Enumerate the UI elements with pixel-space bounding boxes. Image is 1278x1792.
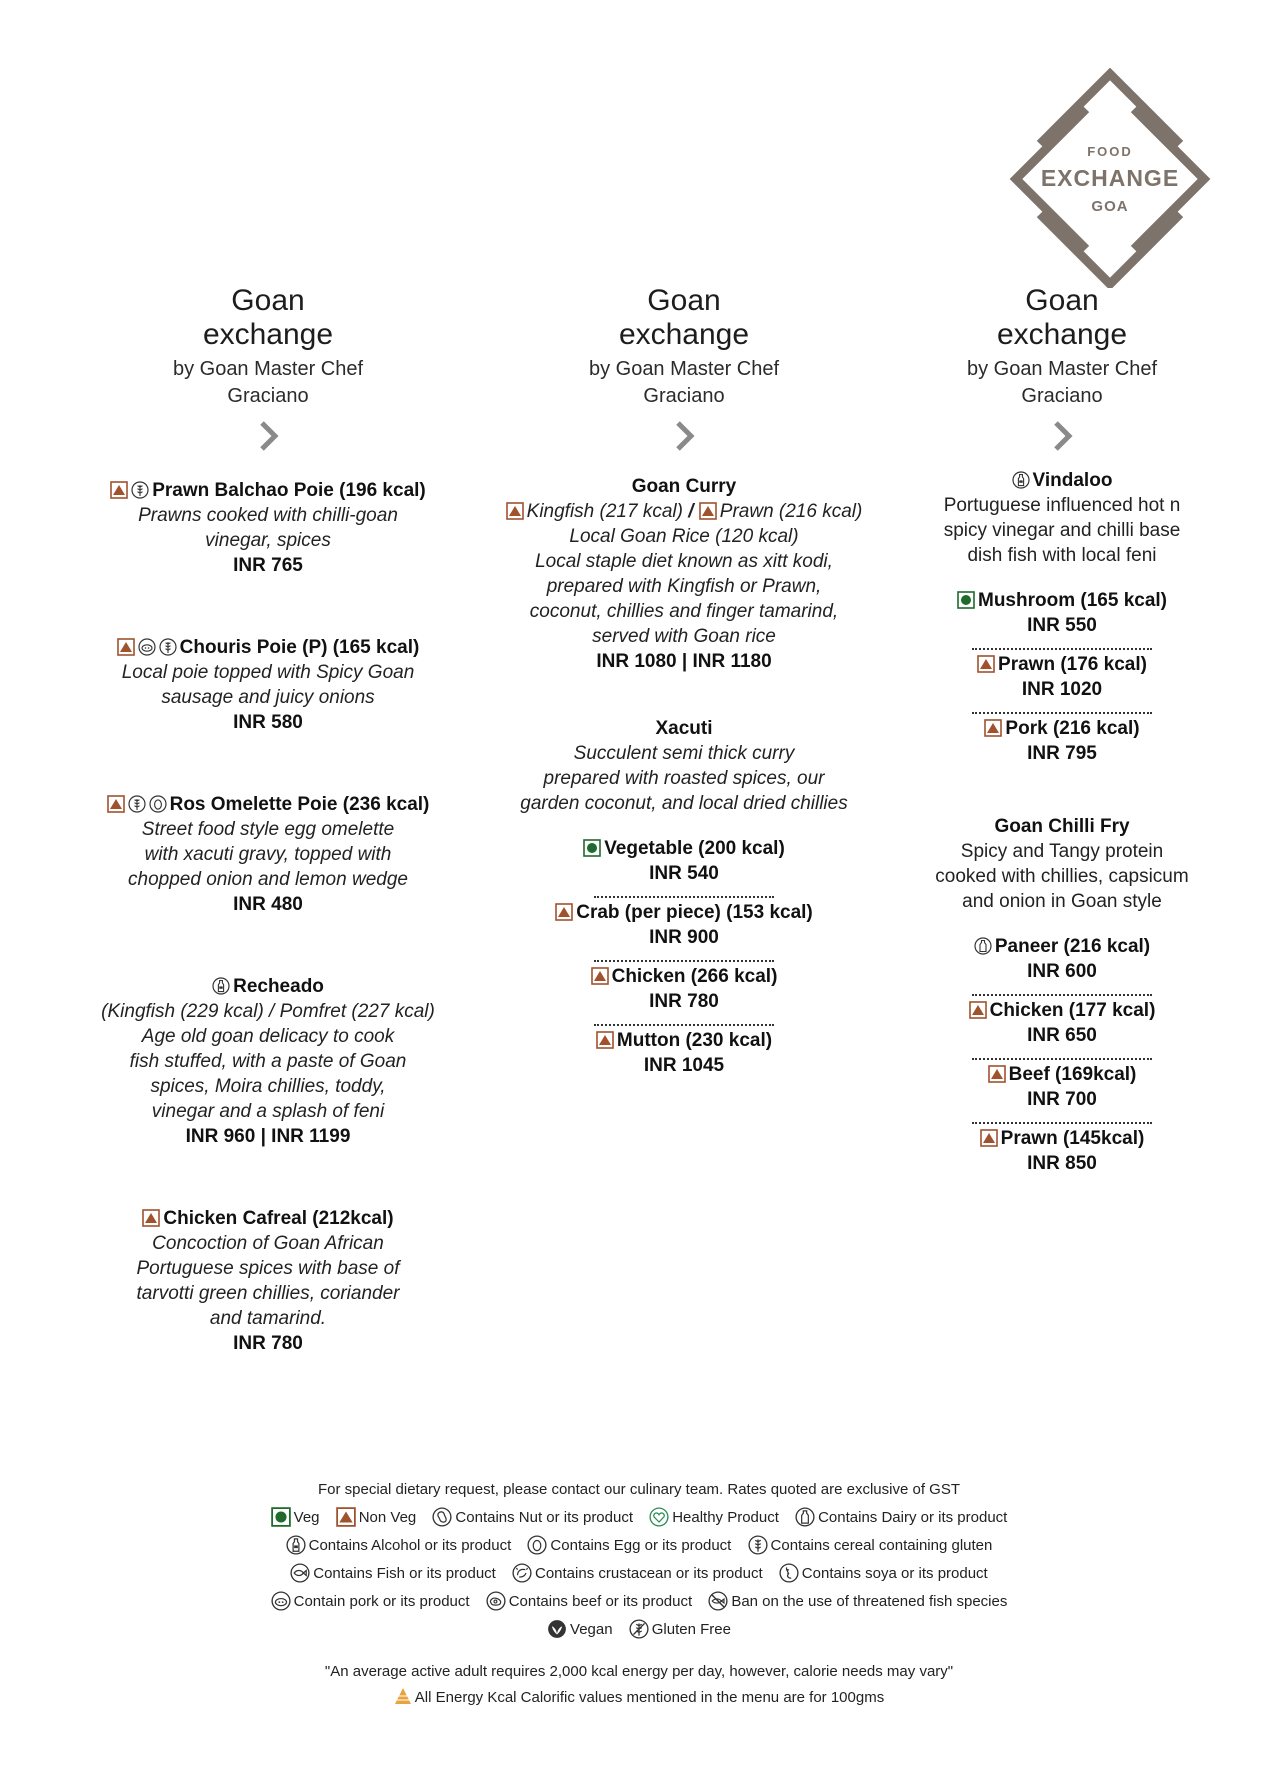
legend-row: [0, 1588, 1278, 1616]
soya-icon: [779, 1563, 799, 1583]
logo-text-food: FOOD: [1087, 144, 1133, 159]
healthy-heart-icon: [649, 1507, 669, 1527]
menu-item: [852, 468, 1272, 766]
legend-item: [547, 1616, 613, 1644]
item-desc: Prawns cooked with chilli-goan: [138, 505, 398, 526]
chevron-right-icon: [1050, 420, 1074, 452]
item-desc: Spicy and Tangy protein: [960, 841, 1164, 862]
alcohol-icon: [1012, 471, 1030, 489]
variant-name: Mushroom (165 kcal): [978, 590, 1167, 611]
energy-note-row: [0, 1686, 1278, 1710]
legend-label: Contains crustacean or its product: [535, 1565, 763, 1582]
section-subtitle-line2: Graciano: [643, 385, 725, 407]
legend-item: [748, 1532, 993, 1560]
veg-icon: [957, 591, 975, 609]
variant-name: Pork (216 kcal): [1005, 718, 1140, 739]
item-desc: Local poie topped with Spicy Goan: [121, 662, 415, 683]
legend-label: Contains soya or its product: [801, 1565, 988, 1582]
item-name: Goan Curry: [631, 476, 737, 497]
section-subtitle-line1: by Goan Master Chef: [172, 358, 364, 380]
legend-label: Contains Alcohol or its product: [308, 1537, 512, 1554]
legend-label: Contains Dairy or its product: [818, 1509, 1008, 1526]
legend-label: Contains Egg or its product: [550, 1537, 732, 1554]
item-desc: Portuguese spices with base of: [136, 1258, 400, 1279]
item-price: INR 960 | INR 1199: [185, 1126, 351, 1147]
menu-item: [58, 1206, 478, 1356]
gluten-wheat-icon: [748, 1535, 768, 1555]
gluten-wheat-icon: [128, 795, 146, 813]
item-desc: and tamarind.: [209, 1308, 327, 1329]
egg-icon: [527, 1535, 547, 1555]
nonveg-icon: [591, 967, 609, 985]
item-desc: Age old goan delicacy to cook: [141, 1026, 395, 1047]
nonveg-icon: [699, 502, 717, 520]
energy-note: All Energy Kcal Calorific values mentioned in the menu are for 100gms: [414, 1689, 885, 1706]
item-desc: and onion in Goan style: [962, 891, 1162, 912]
alcohol-icon: [212, 977, 230, 995]
variant-price: INR 795: [1027, 743, 1097, 764]
item-name: Recheado: [233, 976, 324, 997]
legend-item: [271, 1588, 470, 1616]
variant-price: INR 550: [1027, 615, 1097, 636]
legend-label: Contains Fish or its product: [313, 1565, 496, 1582]
variant-name: Vegetable (200 kcal): [604, 838, 785, 859]
item-desc: Local Goan Rice (120 kcal): [569, 526, 799, 547]
nonveg-icon: [117, 638, 135, 656]
section-title-line2: exchange: [202, 318, 334, 351]
legend-item: [527, 1532, 731, 1560]
item-desc: (Kingfish (229 kcal) / Pomfret (227 kcal): [101, 1001, 435, 1022]
item-desc: Concoction of Goan African: [152, 1233, 384, 1254]
item-desc: spicy vinegar and chilli base: [943, 520, 1181, 541]
calorie-quote: "An average active adult requires 2,000 kcal energy per day, however, calorie needs may vary": [324, 1663, 954, 1680]
section-title-line1: Goan: [647, 284, 721, 317]
menu-item: [474, 474, 894, 674]
legend-label: Veg: [293, 1509, 320, 1526]
legend-item: [290, 1560, 496, 1588]
item-desc: Street food style egg omelette: [141, 819, 395, 840]
legend-label: Healthy Product: [672, 1509, 779, 1526]
legend-item: [649, 1504, 779, 1532]
menu-column-right: [852, 284, 1272, 1176]
item-desc: prepared with roasted spices, our: [543, 768, 825, 789]
legend-item: [486, 1588, 692, 1616]
legend-row: [0, 1616, 1278, 1644]
chevron-right-icon: [256, 420, 280, 452]
item-price: INR 1080 | INR 1180: [596, 651, 772, 672]
nonveg-icon: [506, 502, 524, 520]
dotted-divider: [972, 706, 1152, 714]
item-desc: Portuguese influenced hot n: [943, 495, 1181, 516]
item-name: Goan Chilli Fry: [994, 816, 1130, 837]
egg-icon: [149, 795, 167, 813]
vegan-leaf-icon: [547, 1619, 567, 1639]
section-subtitle-line2: Graciano: [227, 385, 309, 407]
pork-icon: [271, 1591, 291, 1611]
legend-label: Non Veg: [358, 1509, 417, 1526]
ban-fish-icon: [708, 1591, 728, 1611]
legend-item: [779, 1560, 988, 1588]
variant-price: INR 540: [649, 863, 719, 884]
legend-row: [0, 1560, 1278, 1588]
legend-label: Gluten Free: [651, 1621, 731, 1638]
menu-item: [58, 974, 478, 1149]
nut-icon: [432, 1507, 452, 1527]
dairy-bottle-icon: [974, 937, 992, 955]
nonveg-icon: [142, 1209, 160, 1227]
dotted-divider: [594, 954, 774, 962]
legend-label: Contains beef or its product: [508, 1593, 693, 1610]
item-name: Prawn Balchao Poie (196 kcal): [152, 480, 426, 501]
dotted-divider: [972, 988, 1152, 996]
nonveg-icon: [988, 1065, 1006, 1083]
item-desc: cooked with chillies, capsicum: [935, 866, 1189, 887]
gluten-wheat-icon: [131, 481, 149, 499]
beef-icon: [486, 1591, 506, 1611]
item-desc: vinegar and a splash of feni: [151, 1101, 385, 1122]
variant-name: Prawn (145kcal): [1000, 1128, 1145, 1149]
logo-text-exchange: EXCHANGE: [1040, 165, 1180, 191]
fish-icon: [290, 1563, 310, 1583]
item-desc: tarvotti green chillies, coriander: [136, 1283, 400, 1304]
veg-icon: [271, 1507, 291, 1527]
variant-separator: /: [682, 501, 699, 522]
nonveg-icon: [969, 1001, 987, 1019]
item-name: Ros Omelette Poie (236 kcal): [169, 794, 430, 815]
variant-name: Beef (169kcal): [1008, 1064, 1137, 1085]
variant-price: INR 900: [649, 927, 719, 948]
variant-price: INR 850: [1027, 1153, 1097, 1174]
legend-label: Contains Nut or its product: [455, 1509, 634, 1526]
nonveg-icon: [596, 1031, 614, 1049]
variant-price: INR 1045: [643, 1055, 725, 1076]
section-title-line2: exchange: [996, 318, 1128, 351]
item-price: INR 480: [233, 894, 303, 915]
dairy-bottle-icon: [795, 1507, 815, 1527]
menu-column-middle: [474, 284, 894, 1078]
dotted-divider: [972, 1052, 1152, 1060]
variant-name: Chicken (266 kcal): [611, 966, 778, 987]
item-desc: dish fish with local feni: [967, 545, 1157, 566]
menu-item: [58, 478, 478, 578]
item-desc: served with Goan rice: [592, 626, 776, 647]
item-variant: Kingfish (217 kcal): [526, 501, 683, 522]
crustacean-icon: [512, 1563, 532, 1583]
variant-name: Crab (per piece) (153 kcal): [576, 902, 813, 923]
dotted-divider: [972, 642, 1152, 650]
item-price: INR 765: [233, 555, 303, 576]
variant-price: INR 780: [649, 991, 719, 1012]
nonveg-icon: [977, 655, 995, 673]
dietary-notice: For special dietary request, please contact our culinary team. Rates quoted are exclusive of GST: [318, 1481, 960, 1498]
legend-row: [0, 1532, 1278, 1560]
section-title-line1: Goan: [231, 284, 305, 317]
item-desc: garden coconut, and local dried chillies: [520, 793, 848, 814]
menu-item: [58, 635, 478, 735]
pork-icon: [138, 638, 156, 656]
menu-item: [474, 716, 894, 1078]
menu-column-left: [58, 284, 478, 1356]
item-desc: Succulent semi thick curry: [573, 743, 795, 764]
veg-icon: [583, 839, 601, 857]
item-desc: with xacuti gravy, topped with: [144, 844, 392, 865]
chevron-right-icon: [672, 420, 696, 452]
section-subtitle-line2: Graciano: [1021, 385, 1103, 407]
legend-label: Contains cereal containing gluten: [770, 1537, 993, 1554]
dotted-divider: [972, 1116, 1152, 1124]
legend-item: [512, 1560, 763, 1588]
legend-item: [708, 1588, 1007, 1616]
item-name: Chouris Poie (P) (165 kcal): [179, 637, 420, 658]
item-desc: sausage and juicy onions: [161, 687, 375, 708]
variant-price: INR 650: [1027, 1025, 1097, 1046]
item-desc: fish stuffed, with a paste of Goan: [129, 1051, 407, 1072]
nonveg-icon: [980, 1129, 998, 1147]
legend-row: [0, 1504, 1278, 1532]
item-desc: vinegar, spices: [205, 530, 331, 551]
nonveg-icon: [984, 719, 1002, 737]
item-desc: spices, Moira chillies, toddy,: [150, 1076, 386, 1097]
item-variant: Prawn (216 kcal): [719, 501, 863, 522]
menu-item: [852, 814, 1272, 1176]
variant-name: Paneer (216 kcal): [994, 936, 1151, 957]
dotted-divider: [594, 1018, 774, 1026]
section-subtitle-line1: by Goan Master Chef: [588, 358, 780, 380]
item-price: INR 780: [233, 1333, 303, 1354]
item-name: Xacuti: [655, 718, 713, 739]
legend-label: Ban on the use of threatened fish species: [731, 1593, 1008, 1610]
food-exchange-goa-logo: [1000, 68, 1220, 288]
nonveg-icon: [107, 795, 125, 813]
section-title-line1: Goan: [1025, 284, 1099, 317]
variant-price: INR 600: [1027, 961, 1097, 982]
gluten-wheat-icon: [159, 638, 177, 656]
section-title-line2: exchange: [618, 318, 750, 351]
menu-item: [58, 792, 478, 917]
nonveg-icon: [555, 903, 573, 921]
item-name: Chicken Cafreal (212kcal): [163, 1208, 394, 1229]
nonveg-icon: [110, 481, 128, 499]
variant-name: Prawn (176 kcal): [998, 654, 1147, 675]
dotted-divider: [594, 890, 774, 898]
item-price: INR 580: [233, 712, 303, 733]
item-name: Vindaloo: [1032, 470, 1113, 491]
item-desc: coconut, chillies and finger tamarind,: [529, 601, 839, 622]
item-desc: Local staple diet known as xitt kodi,: [535, 551, 833, 572]
legend-label: Vegan: [570, 1621, 613, 1638]
gluten-free-icon: [629, 1619, 649, 1639]
legend-item: [286, 1532, 512, 1560]
legend-item: [795, 1504, 1007, 1532]
variant-name: Chicken (177 kcal): [989, 1000, 1156, 1021]
food-pyramid-icon: [394, 1687, 412, 1705]
legend-label: Contain pork or its product: [293, 1593, 470, 1610]
variant-name: Mutton (230 kcal): [616, 1030, 773, 1051]
logo-text-goa: GOA: [1091, 198, 1129, 215]
legend-item: [432, 1504, 633, 1532]
alcohol-icon: [286, 1535, 306, 1555]
variant-price: INR 1020: [1021, 679, 1103, 700]
legend-item: [629, 1616, 731, 1644]
nonveg-icon: [336, 1507, 356, 1527]
item-desc: prepared with Kingfish or Prawn,: [546, 576, 822, 597]
legend-item: [271, 1504, 320, 1532]
section-subtitle-line1: by Goan Master Chef: [966, 358, 1158, 380]
item-desc: chopped onion and lemon wedge: [128, 869, 408, 890]
variant-price: INR 700: [1027, 1089, 1097, 1110]
legend-item: [336, 1504, 417, 1532]
footer: [0, 1476, 1278, 1710]
